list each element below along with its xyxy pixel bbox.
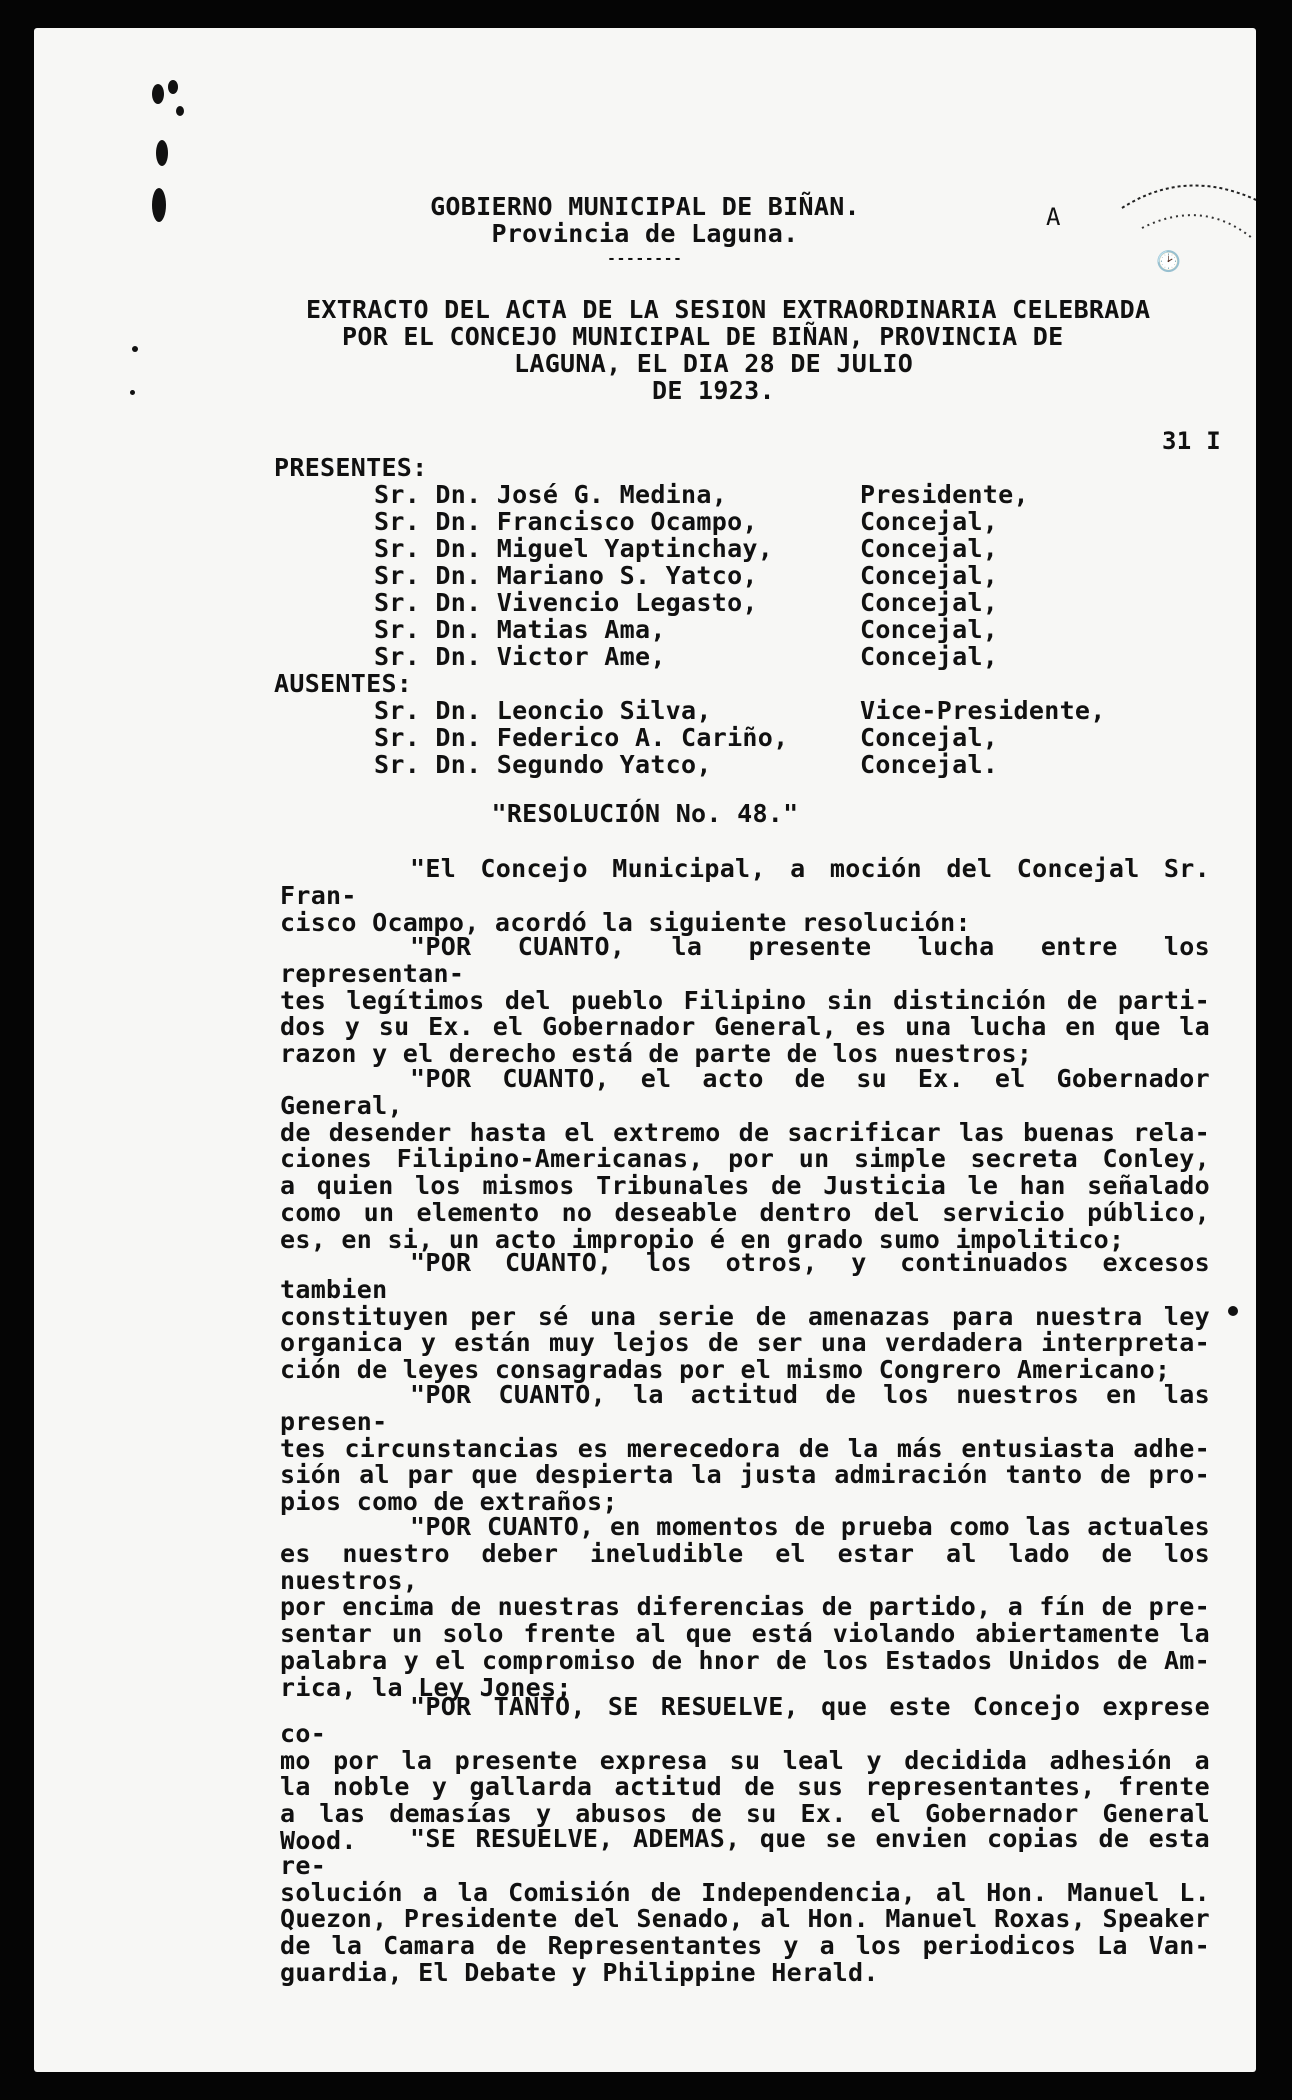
attendee-row	[374, 481, 1254, 508]
attendee-name: Sr. Dn. Victor Ame,	[374, 642, 666, 671]
paragraph-line: ción de leyes consagradas por el mismo Congrero Americano;	[280, 1355, 1171, 1385]
attendee-row	[374, 535, 1254, 562]
svg-text:🕑: 🕑	[1156, 249, 1181, 273]
paragraph-line: "POR CUANTO, los otros, y continuados excesos tambien	[280, 1248, 1210, 1304]
presentes-label: PRESENTES:	[274, 453, 428, 482]
paragraph-line: cisco Ocampo, acordó la siguiente resolución:	[280, 907, 971, 937]
paragraph-line: sentar un solo frente al que está violando abiertamente la	[280, 1619, 1210, 1649]
paragraph-line: "SE RESUELVE, ADEMAS, que se envien copias de esta re-	[280, 1824, 1210, 1880]
absentee-role: Concejal.	[860, 750, 999, 779]
absentee-name: Sr. Dn. Segundo Yatco,	[374, 750, 712, 779]
paragraph-line: la noble y gallarda actitud de sus representantes, frente	[280, 1772, 1210, 1802]
paragraph-line: por encima de nuestras diferencias de partido, a fín de pre-	[280, 1592, 1210, 1622]
document-page	[34, 28, 1256, 2072]
paragraph-por-cuanto-4	[280, 1382, 1210, 1516]
paragraph-por-cuanto-1	[280, 934, 1210, 1068]
paragraph-line: Quezon, Presidente del Senado, al Hon. Manuel Roxas, Speaker	[280, 1904, 1210, 1934]
paragraph-line: sión al par que despierta la justa admiración tanto de pro-	[280, 1460, 1210, 1490]
paragraph-line: tes circunstancias es merecedora de la más entusiasta adhe-	[280, 1433, 1210, 1463]
paragraph-line: rica, la Ley Jones;	[280, 1672, 572, 1702]
attendee-role: Concejal,	[860, 642, 999, 671]
attendee-role: Concejal,	[860, 588, 999, 617]
paragraph-line: es nuestro deber ineludible el estar al lado de los nuestros,	[280, 1538, 1210, 1595]
paragraph-line: guardia, El Debate y Philippine Herald.	[280, 1957, 879, 1987]
paragraph-line: razon y el derecho está de parte de los nuestros;	[280, 1039, 1033, 1069]
absentee-role: Vice-Presidente,	[860, 696, 1106, 725]
header-separator: --------	[607, 251, 683, 267]
paragraph-por-cuanto-5	[280, 1514, 1210, 1702]
attendee-row	[374, 508, 1254, 535]
absentee-name: Sr. Dn. Federico A. Cariño,	[374, 723, 789, 752]
paragraph-line: "El Concejo Municipal, a moción del Concejal Sr. Fran-	[280, 854, 1210, 910]
paragraph-line: "POR TANTO, SE RESUELVE, que este Concejo exprese co-	[280, 1692, 1210, 1748]
attendee-name: Sr. Dn. Vivencio Legasto,	[374, 588, 758, 617]
paragraph-line: dos y su Ex. el Gobernador General, es una lucha en que la	[280, 1012, 1210, 1042]
absentee-row	[374, 751, 1254, 778]
paragraph-line: a quien los mismos Tribunales de Justicia le han señalado	[280, 1171, 1210, 1201]
attendee-role: Concejal,	[860, 561, 999, 590]
paragraph-line: palabra y el compromiso de hnor de los Estados Unidos de Am-	[280, 1645, 1210, 1675]
attendee-name: Sr. Dn. Miguel Yaptinchay,	[374, 534, 774, 563]
attendee-name: Sr. Dn. Matias Ama,	[374, 615, 666, 644]
attendee-row	[374, 616, 1254, 643]
attendee-row	[374, 562, 1254, 589]
paragraph-line: de la Camara de Representantes y a los periodicos La Van-	[280, 1931, 1210, 1961]
title-line: POR EL CONCEJO MUNICIPAL DE BIÑAN, PROVINCIA DE	[342, 322, 1064, 351]
header-government: GOBIERNO MUNICIPAL DE BIÑAN.	[430, 192, 860, 221]
paragraph-line: "POR CUANTO, la presente lucha entre los representan-	[280, 932, 1210, 988]
absentee-role: Concejal,	[860, 723, 999, 752]
paragraph-line: "POR CUANTO, la actitud de los nuestros en las presen-	[280, 1380, 1210, 1436]
ausentes-label: AUSENTES:	[274, 669, 413, 698]
paragraph-line: "POR CUANTO, en momentos de prueba como las actuales	[410, 1512, 1210, 1541]
paragraph-por-cuanto-3	[280, 1250, 1210, 1384]
paragraph-line: pios como de extraños;	[280, 1487, 618, 1517]
paragraph-se-resuelve	[280, 1826, 1210, 1987]
paragraph-intro	[280, 856, 1210, 936]
paragraph-line: como un elemento no deseable dentro del servicio público,	[280, 1197, 1210, 1227]
paragraph-line: solución a la Comisión de Independencia, al Hon. Manuel L.	[280, 1877, 1210, 1907]
paragraph-line: constituyen per sé una serie de amenazas para nuestra ley	[280, 1301, 1210, 1331]
resolution-title: "RESOLUCIÓN No. 48."	[491, 799, 799, 828]
attendee-row	[374, 589, 1254, 616]
paragraph-line: mo por la presente expresa su leal y decidida adhesión a	[280, 1745, 1210, 1775]
paragraph-line: tes legítimos del pueblo Filipino sin distinción de parti-	[280, 985, 1210, 1015]
attendee-role: Presidente,	[860, 480, 1029, 509]
paragraph-line: de desender hasta el extremo de sacrificar las buenas rela-	[280, 1117, 1210, 1147]
document-title	[268, 296, 1168, 404]
attendee-role: Concejal,	[860, 507, 999, 536]
absentee-row	[374, 724, 1254, 751]
paragraph-line: es, en si, un acto impropio é en grado sumo impolitico;	[280, 1224, 1125, 1254]
attendee-name: Sr. Dn. Francisco Ocampo,	[374, 507, 758, 536]
paragraph-line: "POR CUANTO, el acto de su Ex. el Gobernador General,	[280, 1064, 1210, 1120]
page-mark: 31 I	[1162, 427, 1221, 455]
title-line: DE 1923.	[652, 376, 775, 405]
title-line: EXTRACTO DEL ACTA DE LA SESION EXTRAORDINARIA CELEBRADA	[306, 295, 1151, 324]
paragraph-line: ciones Filipino-Americanas, por un simple secreta Conley,	[280, 1144, 1210, 1174]
absentee-name: Sr. Dn. Leoncio Silva,	[374, 696, 712, 725]
absentee-row	[374, 697, 1254, 724]
attendee-name: Sr. Dn. José G. Medina,	[374, 480, 728, 509]
attendee-row	[374, 643, 1254, 670]
attendee-role: Concejal,	[860, 615, 999, 644]
attendee-name: Sr. Dn. Mariano S. Yatco,	[374, 561, 758, 590]
paragraph-line: organica y están muy lejos de ser una verdadera interpreta-	[280, 1328, 1210, 1358]
attendee-role: Concejal,	[860, 534, 999, 563]
paragraph-por-cuanto-2	[280, 1066, 1210, 1254]
title-line: LAGUNA, EL DIA 28 DE JULIO	[514, 349, 914, 378]
paragraph-line: a las demasías y abusos de su Ex. el Gobernador General Wood.	[280, 1799, 1210, 1855]
margin-mark: A	[1046, 203, 1061, 231]
header-province: Provincia de Laguna.	[491, 219, 799, 248]
